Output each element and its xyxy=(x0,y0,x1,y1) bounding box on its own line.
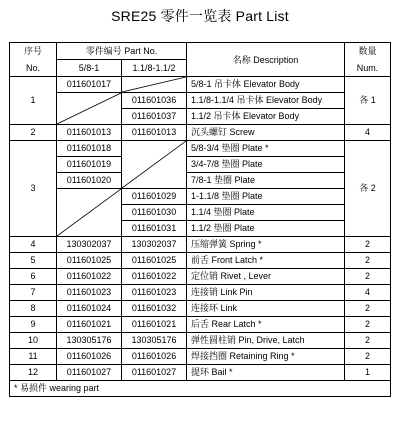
part-no-b: 011601032 xyxy=(122,301,187,317)
part-no-a: 011601019 xyxy=(57,157,122,173)
part-no-a: 011601023 xyxy=(57,285,122,301)
table-row xyxy=(10,173,391,189)
quantity: 4 xyxy=(345,125,391,141)
header-qty-cn: 数量 xyxy=(345,43,391,60)
quantity: 2 xyxy=(345,269,391,285)
table-row xyxy=(10,269,391,285)
description: 1.1/2 吊卡体 Elevator Body xyxy=(187,109,345,125)
part-no-a: 011601027 xyxy=(57,365,122,381)
part-no-b: 130305176 xyxy=(122,333,187,349)
description: 连接环 Link xyxy=(187,301,345,317)
description: 弹性圆柱销 Pin, Drive, Latch xyxy=(187,333,345,349)
table-row xyxy=(10,189,391,205)
part-no-b: 011601021 xyxy=(122,317,187,333)
header-size-a: 5/8-1 xyxy=(57,60,122,77)
part-no-b: 011601013 xyxy=(122,125,187,141)
part-no-b: 130302037 xyxy=(122,237,187,253)
description: 1.1/2 垫圈 Plate xyxy=(187,221,345,237)
table-row xyxy=(10,77,391,93)
description: 提环 Bail * xyxy=(187,365,345,381)
part-no-a: 011601020 xyxy=(57,173,122,189)
description: 沉头螺钉 Screw xyxy=(187,125,345,141)
table-row xyxy=(10,93,391,109)
header-seq-en: No. xyxy=(10,60,57,77)
page-title: SRE25 零件一览表 Part List xyxy=(111,8,289,24)
quantity: 2 xyxy=(345,253,391,269)
item-number: 4 xyxy=(10,237,57,253)
part-no-b: 011601023 xyxy=(122,285,187,301)
quantity: 4 xyxy=(345,285,391,301)
part-no-b: 011601027 xyxy=(122,365,187,381)
part-no-b: 011601029 xyxy=(122,189,187,205)
quantity: 2 xyxy=(345,237,391,253)
item-number: 3 xyxy=(10,141,57,237)
quantity: 各 2 xyxy=(345,141,391,237)
description: 定位销 Rivet , Lever xyxy=(187,269,345,285)
description: 焊接挡圈 Retaining Ring * xyxy=(187,349,345,365)
part-no-a: 011601017 xyxy=(57,77,122,93)
item-number: 12 xyxy=(10,365,57,381)
part-no-a: 011601018 xyxy=(57,141,122,157)
item-number: 9 xyxy=(10,317,57,333)
part-no-a: 130302037 xyxy=(57,237,122,253)
header-size-b: 1.1/8-1.1/2 xyxy=(122,60,187,77)
description: 连接销 Link Pin xyxy=(187,285,345,301)
table-row xyxy=(10,157,391,173)
footnote-row xyxy=(10,381,391,397)
description: 1-1.1/8 垫圈 Plate xyxy=(187,189,345,205)
item-number: 7 xyxy=(10,285,57,301)
table-row xyxy=(10,125,391,141)
part-no-b: 011601022 xyxy=(122,269,187,285)
part-no-b: 011601026 xyxy=(122,349,187,365)
item-number: 11 xyxy=(10,349,57,365)
item-number: 10 xyxy=(10,333,57,349)
table-row xyxy=(10,317,391,333)
item-number: 6 xyxy=(10,269,57,285)
table-row xyxy=(10,253,391,269)
table-row xyxy=(10,349,391,365)
description: 7/8-1 垫圈 Plate xyxy=(187,173,345,189)
item-number: 8 xyxy=(10,301,57,317)
parts-table xyxy=(9,42,391,397)
part-no-a: 011601026 xyxy=(57,349,122,365)
description: 5/8-3/4 垫圈 Plate * xyxy=(187,141,345,157)
part-no-a: 011601024 xyxy=(57,301,122,317)
description: 3/4-7/8 垫圈 Plate xyxy=(187,157,345,173)
header-part-no: 零件编号 Part No. xyxy=(57,43,187,60)
part-no-a: 011601022 xyxy=(57,269,122,285)
part-no-a: 011601021 xyxy=(57,317,122,333)
header-qty-en: Num. xyxy=(345,60,391,77)
table-row xyxy=(10,301,391,317)
description: 5/8-1 吊卡体 Elevator Body xyxy=(187,77,345,93)
part-no-b: 011601025 xyxy=(122,253,187,269)
quantity: 1 xyxy=(345,365,391,381)
table-row xyxy=(10,141,391,157)
description: 后舌 Rear Latch * xyxy=(187,317,345,333)
quantity: 2 xyxy=(345,317,391,333)
description: 压缩弹簧 Spring * xyxy=(187,237,345,253)
description: 1.1/4 垫圈 Plate xyxy=(187,205,345,221)
footnote: * 易损件 wearing part xyxy=(10,381,391,397)
diagonal-cell xyxy=(122,77,187,93)
part-no-b: 011601036 xyxy=(122,93,187,109)
description: 前舌 Front Latch * xyxy=(187,253,345,269)
part-no-a: 011601025 xyxy=(57,253,122,269)
table-row xyxy=(10,365,391,381)
part-no-a: 011601013 xyxy=(57,125,122,141)
item-number: 5 xyxy=(10,253,57,269)
quantity: 各 1 xyxy=(345,77,391,125)
quantity: 2 xyxy=(345,333,391,349)
header-seq-cn: 序号 xyxy=(10,43,57,60)
quantity: 2 xyxy=(345,349,391,365)
description: 1.1/8-1.1/4 吊卡体 Elevator Body xyxy=(187,93,345,109)
diagonal-cell xyxy=(122,141,187,189)
part-no-b: 011601037 xyxy=(122,109,187,125)
diagonal-cell xyxy=(57,93,122,125)
table-row xyxy=(10,285,391,301)
part-no-a: 130305176 xyxy=(57,333,122,349)
part-no-b: 011601030 xyxy=(122,205,187,221)
quantity: 2 xyxy=(345,301,391,317)
part-no-b: 011601031 xyxy=(122,221,187,237)
header-description: 名称 Description xyxy=(187,43,345,77)
item-number: 2 xyxy=(10,125,57,141)
header-row-1 xyxy=(10,43,391,60)
table-row xyxy=(10,237,391,253)
diagonal-cell xyxy=(57,189,122,237)
item-number: 1 xyxy=(10,77,57,125)
table-row xyxy=(10,333,391,349)
